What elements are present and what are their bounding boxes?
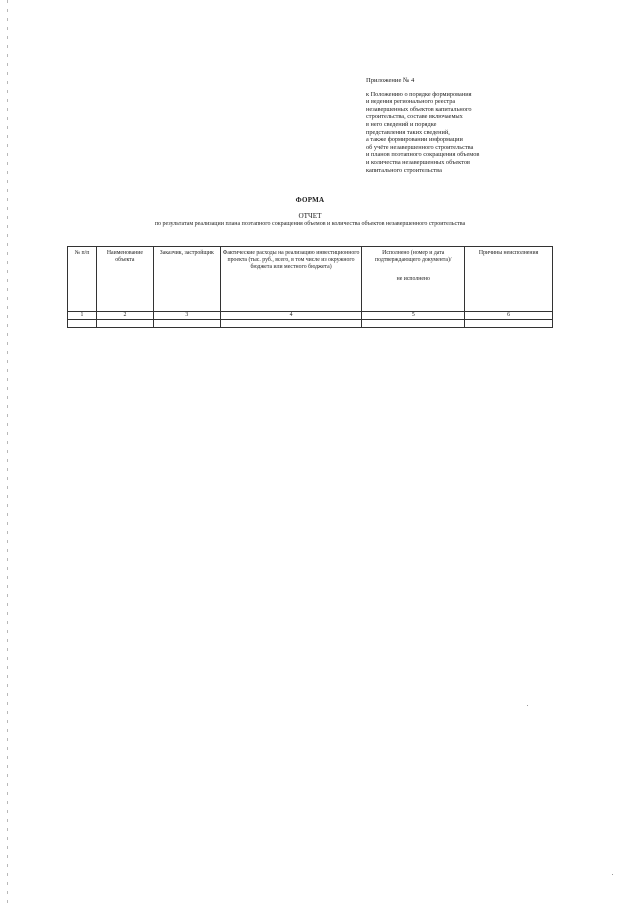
table-row-empty	[68, 320, 553, 328]
appendix-line: об учёте незавершенного строительства	[366, 143, 474, 151]
appendix-line: представления таких сведений,	[366, 128, 450, 136]
column-number-cell: 4	[220, 312, 362, 320]
appendix-line: а также формировании информации	[366, 136, 463, 144]
appendix-body	[366, 91, 479, 175]
column-number-cell: 3	[153, 312, 220, 320]
appendix-line: капитального строительства	[366, 166, 442, 174]
column-number-cell: 5	[362, 312, 465, 320]
report-subtitle: по результатам реализации плана поэтапного сокращения объемов и количества объектов незавершенного строительства	[154, 221, 466, 227]
empty-cell	[220, 320, 362, 328]
appendix-line: строительства, составе включаемых	[366, 113, 463, 121]
appendix-line: и планов поэтапного сокращения объемов	[366, 151, 480, 159]
header-cell-executed	[362, 247, 465, 312]
header-cell-reasons: Причины неисполнения	[465, 247, 553, 312]
report-table	[67, 246, 553, 328]
appendix-line: и ведения регионального реестра	[366, 98, 456, 106]
scan-speck	[527, 705, 528, 706]
appendix-title: Приложение № 4	[366, 77, 415, 84]
scan-margin-line	[7, 0, 8, 905]
header-cell-number: № п/п	[68, 247, 97, 312]
header-not-executed-label: не исполнено	[396, 276, 430, 282]
report-title: ОТЧЕТ	[298, 212, 322, 220]
appendix-line: к Положению о порядке формирования	[366, 90, 472, 98]
header-cell-customer: Заказчик, застройщик	[153, 247, 220, 312]
column-number-cell: 2	[96, 312, 153, 320]
table-row-column-numbers	[68, 312, 553, 320]
form-label: ФОРМА	[295, 196, 325, 204]
appendix-block	[366, 77, 479, 174]
empty-cell	[465, 320, 553, 328]
appendix-line: и количества незавершенных объектов	[366, 158, 470, 166]
appendix-line: незавершенных объектов капитального	[366, 105, 472, 113]
empty-cell	[153, 320, 220, 328]
header-cell-object-name: Наименование объекта	[96, 247, 153, 312]
column-number-cell: 1	[68, 312, 97, 320]
header-cell-expenses: Фактические расходы на реализацию инвестиционного проекта (тыс. руб., всего, в том числе из окружного бюджета или местного бюджета)	[220, 247, 362, 312]
empty-cell	[96, 320, 153, 328]
empty-cell	[68, 320, 97, 328]
scan-speck	[612, 874, 613, 875]
header-executed-label: Исполнено (номер и дата подтверждающего документа)/	[375, 250, 452, 263]
column-number-cell: 6	[465, 312, 553, 320]
appendix-line: в него сведений и порядке	[366, 120, 437, 128]
table-header-row	[68, 247, 553, 312]
empty-cell	[362, 320, 465, 328]
